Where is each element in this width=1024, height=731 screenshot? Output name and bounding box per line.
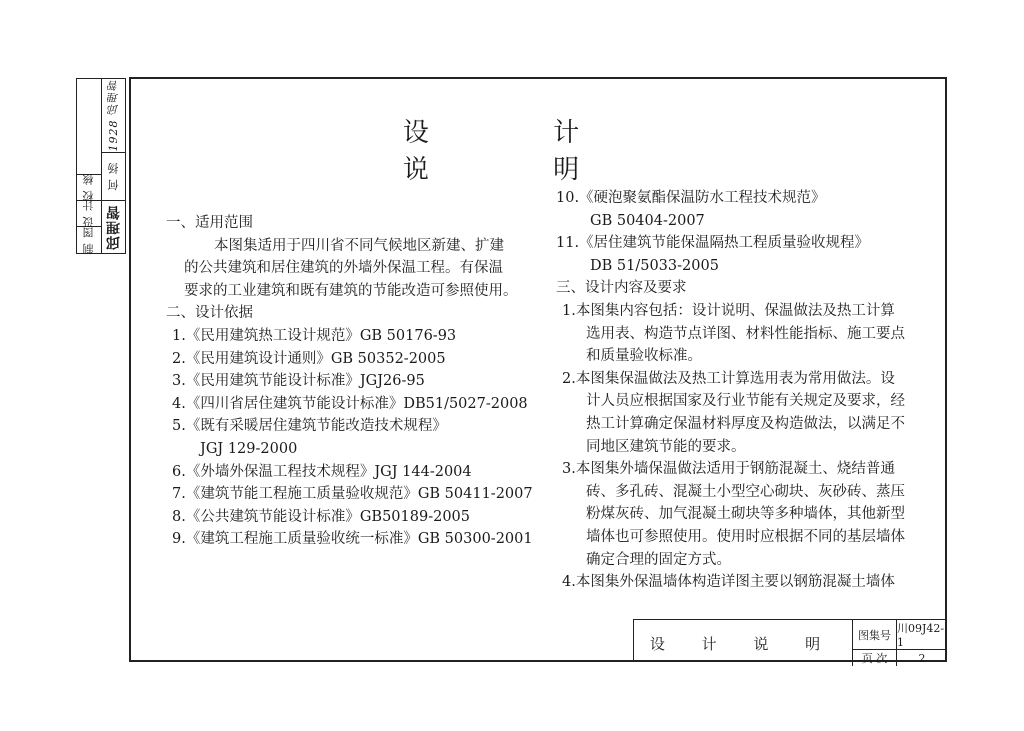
- signatures: 1928 邱理智: [106, 79, 120, 152]
- text-line: 热工计算确定保温材料厚度及构造做法，以满足不: [586, 415, 905, 432]
- signature-cell: [102, 79, 125, 153]
- name-bottom-cell: [102, 201, 125, 253]
- page-number: 2: [918, 651, 926, 665]
- text-line: 6.《外墙外保温工程技术规程》JGJ 144-2004: [172, 463, 472, 480]
- text-line: 的公共建筑和居住建筑的外墙外保温工程。有保温: [184, 260, 503, 277]
- text-line: 9.《建筑工程施工质量验收统一标准》GB 50300-2001: [172, 531, 533, 548]
- text-line: 10.《硬泡聚氨酯保温防水工程技术规范》: [556, 190, 826, 206]
- role-draw: [77, 227, 101, 253]
- text-line: 1.本图集内容包括：设计说明、保温做法及热工计算: [562, 302, 895, 319]
- text-line: JGJ 129-2000: [200, 440, 298, 457]
- left-text-column: [166, 212, 533, 551]
- text-line: 计人员应根据国家及行业节能有关规定及要求，经: [586, 393, 905, 410]
- text-line: 3.本图集外墙保温做法适用于钢筋混凝土、烧结普通: [562, 461, 895, 478]
- page-label: 页 次: [853, 650, 897, 666]
- title-block: [633, 619, 947, 665]
- text-line: 5.《既有采暖居住建筑节能改造技术规程》: [172, 418, 447, 435]
- approval-names-column: [101, 79, 125, 253]
- text-line: 3.《民用建筑节能设计标准》JGJ26-95: [172, 373, 425, 390]
- text-line: 2.《民用建筑设计通则》GB 50352-2005: [172, 350, 446, 367]
- text-line: 本图集适用于四川省不同气候地区新建、扩建: [214, 237, 504, 254]
- text-line: 同地区建筑节能的要求。: [586, 438, 746, 455]
- title-block-name: 设 计 说 明: [634, 620, 853, 666]
- role-check-label: 校 核: [82, 173, 95, 202]
- name-bottom: 邱理智: [105, 204, 122, 250]
- text-line: 1.《民用建筑热工设计规范》GB 50176-93: [172, 327, 457, 344]
- name-top-cell: [102, 153, 125, 201]
- approval-block: [76, 78, 126, 254]
- page-title: 设 计 说 明: [402, 118, 638, 185]
- approval-roles-column: [77, 79, 101, 253]
- text-line: 4.本图集外保温墙体构造详图主要以钢筋混凝土墙体: [562, 574, 895, 591]
- text-line: 要求的工业建筑和既有建筑的节能改造可参照使用。: [184, 282, 518, 299]
- text-line: 8.《公共建筑节能设计标准》GB50189-2005: [172, 508, 470, 525]
- text-line: 11.《居住建筑节能保温隔热工程质量验收规程》: [556, 235, 870, 252]
- text-line: 选用表、构造节点详图、材料性能指标、施工要点: [586, 325, 905, 342]
- text-line: GB 50404-2007: [590, 212, 705, 229]
- role-design-label: 设 计: [82, 199, 95, 228]
- text-line: 墙体也可参照使用。使用时应根据不同的基层墙体: [586, 528, 905, 545]
- text-line: 和质量验收标准。: [586, 348, 702, 365]
- text-line: 4.《四川省居住建筑节能设计标准》DB51/5027-2008: [172, 395, 528, 412]
- text-line: 一、适用范围: [166, 215, 253, 231]
- atlas-number: 川09J42-1: [897, 620, 947, 650]
- text-line: 确定合理的固定方式。: [586, 551, 731, 568]
- atlas-label: 图集号: [853, 620, 897, 650]
- text-line: 砖、多孔砖、混凝土小型空心砌块、灰砂砖、蒸压: [586, 483, 905, 500]
- text-line: 二、设计依据: [166, 305, 253, 322]
- text-line: 粉煤灰砖、加气混凝土砌块等多种墙体，其他新型: [586, 506, 905, 523]
- text-line: 三、设计内容及要求: [556, 280, 687, 297]
- text-line: 7.《建筑节能工程施工质量验收规范》GB 50411-2007: [172, 486, 533, 503]
- role-check: [77, 175, 101, 201]
- text-line: 2.本图集保温做法及热工计算选用表为常用做法。设: [562, 370, 895, 387]
- right-text-column: [556, 187, 905, 594]
- approval-cell-blank: [77, 79, 101, 175]
- name-top: 何 扬: [106, 162, 120, 191]
- role-draw-label: 制 图: [82, 225, 95, 255]
- role-design: [77, 201, 101, 227]
- text-line: DB 51/5033-2005: [590, 257, 719, 274]
